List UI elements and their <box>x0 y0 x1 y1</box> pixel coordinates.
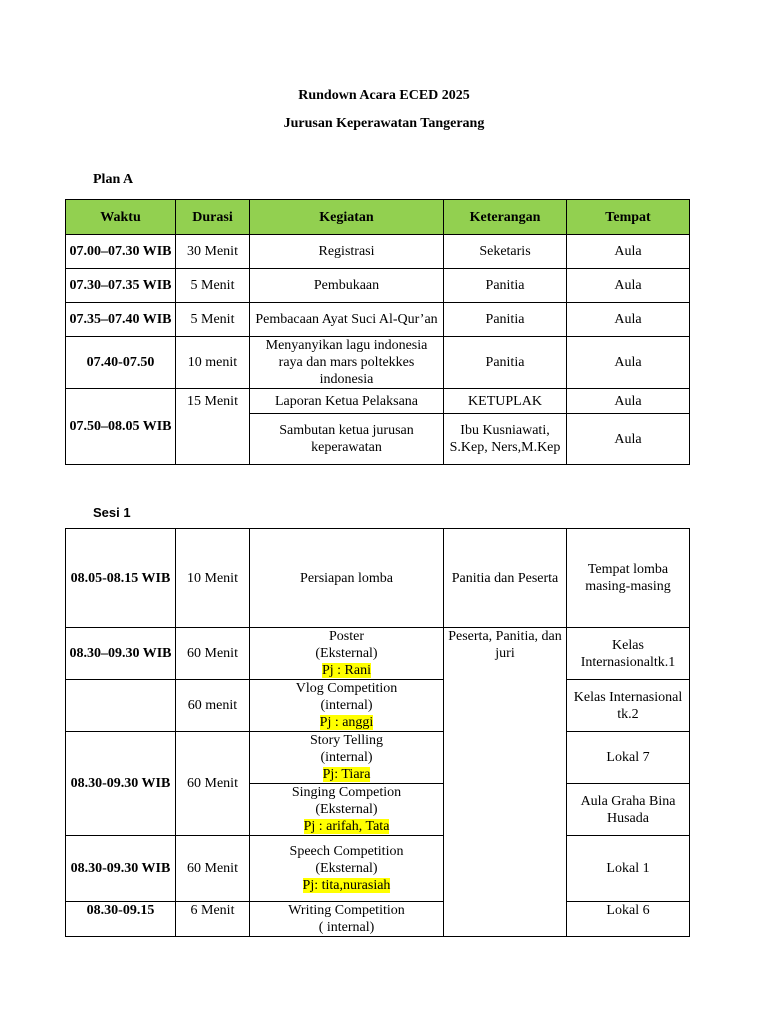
waktu-cell: 08.30-09.15 <box>66 902 176 937</box>
sesi-1-heading: Sesi 1 <box>93 505 131 520</box>
table-row <box>66 269 690 303</box>
lomba-name: Vlog Competition <box>295 681 398 696</box>
column-header-durasi: Durasi <box>176 200 250 235</box>
plan-a-heading: Plan A <box>93 172 134 187</box>
tempat-cell: Lokal 1 <box>567 836 690 902</box>
durasi-cell: 60 menit <box>176 680 250 732</box>
kegiatan-cell: Registrasi <box>250 235 444 269</box>
column-header-waktu: Waktu <box>66 200 176 235</box>
waktu-cell: 08.05-08.15 WIB <box>66 529 176 628</box>
tempat-cell: Aula <box>567 235 690 269</box>
waktu-cell: 07.50–08.05 WIB <box>66 389 176 465</box>
waktu-cell <box>66 680 176 732</box>
kegiatan-cell: Persiapan lomba <box>250 529 444 628</box>
tempat-cell: Aula <box>567 414 690 465</box>
document-subtitle: Jurusan Keperawatan Tangerang <box>283 116 485 131</box>
document-title: Rundown Acara ECED 2025 <box>298 88 470 103</box>
table-row <box>66 235 690 269</box>
durasi-cell: 60 Menit <box>176 732 250 836</box>
lomba-jenis: ( internal) <box>318 920 375 935</box>
lomba-name: Speech Competition <box>289 844 404 859</box>
kegiatan-cell <box>250 680 444 732</box>
tempat-cell: Tempat lomba masing-masing <box>567 529 690 628</box>
lomba-jenis: (internal) <box>320 698 373 713</box>
durasi-cell: 5 Menit <box>176 303 250 337</box>
pj-highlight: Pj : anggi <box>319 715 374 730</box>
table-row <box>66 680 690 732</box>
lomba-name: Poster <box>329 629 364 644</box>
keterangan-cell: Seketaris <box>444 235 567 269</box>
lomba-name: Writing Competition <box>288 903 405 918</box>
sesi-1-table <box>65 528 690 937</box>
table-row <box>66 902 690 937</box>
kegiatan-cell <box>250 784 444 836</box>
pj-highlight: Pj: Tiara <box>322 767 371 782</box>
durasi-cell: 5 Menit <box>176 269 250 303</box>
keterangan-cell: Panitia <box>444 337 567 389</box>
keterangan-cell: Ibu Kusniawati, S.Kep, Ners,M.Kep <box>444 414 567 465</box>
durasi-cell: 10 Menit <box>176 529 250 628</box>
kegiatan-cell: Pembacaan Ayat Suci Al-Qur’an <box>250 303 444 337</box>
waktu-cell: 07.30–07.35 WIB <box>66 269 176 303</box>
tempat-cell: Aula Graha Bina Husada <box>567 784 690 836</box>
column-header-kegiatan: Kegiatan <box>250 200 444 235</box>
keterangan-lomba-cell: Peserta, Panitia, dan juri <box>444 628 567 937</box>
pj-highlight: Pj : arifah, Tata <box>303 819 390 834</box>
column-header-tempat: Tempat <box>567 200 690 235</box>
plan-a-table <box>65 199 690 465</box>
keterangan-cell: Panitia <box>444 269 567 303</box>
table-row <box>66 529 690 628</box>
tempat-cell: Aula <box>567 269 690 303</box>
tempat-cell: Lokal 7 <box>567 732 690 784</box>
durasi-cell: 10 menit <box>176 337 250 389</box>
table-header-row <box>66 200 690 235</box>
tempat-cell: Kelas Internasionaltk.1 <box>567 628 690 680</box>
keterangan-cell: KETUPLAK <box>444 389 567 414</box>
lomba-jenis: (Eksternal) <box>315 802 378 817</box>
tempat-cell: Aula <box>567 337 690 389</box>
table-row <box>66 836 690 902</box>
table-row <box>66 303 690 337</box>
table-row <box>66 337 690 389</box>
lomba-jenis: (Eksternal) <box>315 646 378 661</box>
lomba-jenis: (Eksternal) <box>315 861 378 876</box>
tempat-cell: Aula <box>567 303 690 337</box>
pj-highlight: Pj: tita,nurasiah <box>302 878 391 893</box>
keterangan-cell: Panitia <box>444 303 567 337</box>
durasi-cell: 60 Menit <box>176 836 250 902</box>
lomba-jenis: (internal) <box>320 750 373 765</box>
table-row <box>66 732 690 784</box>
waktu-cell: 07.00–07.30 WIB <box>66 235 176 269</box>
kegiatan-cell <box>250 902 444 937</box>
kegiatan-cell <box>250 836 444 902</box>
durasi-cell: 15 Menit <box>176 389 250 465</box>
tempat-cell: Lokal 6 <box>567 902 690 937</box>
waktu-cell: 07.35–07.40 WIB <box>66 303 176 337</box>
lomba-name: Singing Competion <box>291 785 402 800</box>
kegiatan-cell: Sambutan ketua jurusan keperawatan <box>250 414 444 465</box>
waktu-cell: 08.30–09.30 WIB <box>66 628 176 680</box>
durasi-cell: 30 Menit <box>176 235 250 269</box>
lomba-name: Story Telling <box>309 733 384 748</box>
column-header-keterangan: Keterangan <box>444 200 567 235</box>
kegiatan-cell: Menyanyikan lagu indonesia raya dan mars poltekkes indonesia <box>250 337 444 389</box>
kegiatan-cell: Pembukaan <box>250 269 444 303</box>
tempat-cell: Aula <box>567 389 690 414</box>
table-row <box>66 628 690 680</box>
keterangan-cell: Panitia dan Peserta <box>444 529 567 628</box>
kegiatan-cell: Laporan Ketua Pelaksana <box>250 389 444 414</box>
kegiatan-cell <box>250 732 444 784</box>
waktu-cell: 08.30-09.30 WIB <box>66 836 176 902</box>
tempat-cell: Kelas Internasional tk.2 <box>567 680 690 732</box>
waktu-cell: 08.30-09.30 WIB <box>66 732 176 836</box>
durasi-cell: 6 Menit <box>176 902 250 937</box>
durasi-cell: 60 Menit <box>176 628 250 680</box>
kegiatan-cell <box>250 628 444 680</box>
waktu-cell: 07.40-07.50 <box>66 337 176 389</box>
pj-highlight: Pj : Rani <box>321 663 371 678</box>
table-row <box>66 389 690 414</box>
